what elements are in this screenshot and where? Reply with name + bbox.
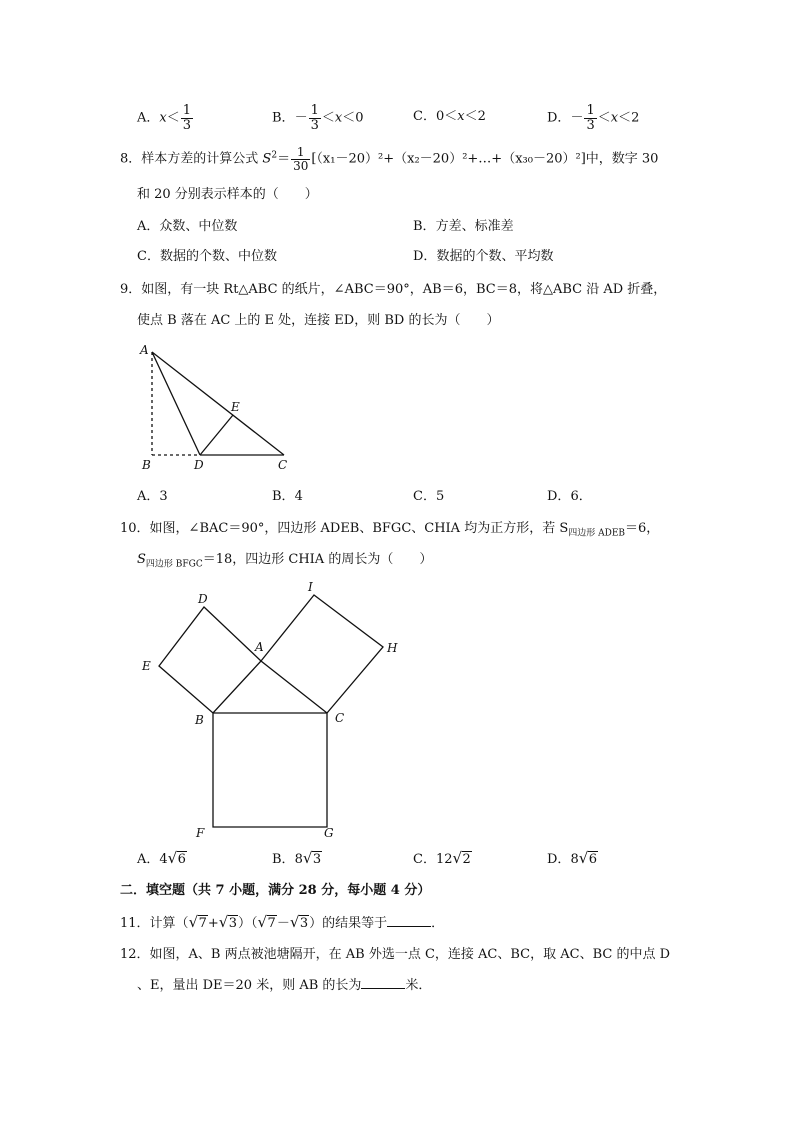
q8-option-a: A．众数、中位数 [137,219,238,234]
q8-option-c: C．数据的个数、中位数 [137,249,277,264]
q8-stem-line1: 8．样本方差的计算公式 $S^2=$ $\frac{1}{30}$ [（x₁－20）²+（x₂－20）²+…+（x₃₀－20）²]中，数字 30 [120,145,659,173]
q10-option-b: B．8√ 3 [272,851,322,869]
q10-square-chia [261,595,383,713]
q10-option-c: C．12√ 2 [413,851,472,869]
q10-option-a: A．4√ 6 [137,851,187,869]
q9-label-b: B [142,458,151,472]
q10-label-d: D [198,592,208,606]
q9-option-d: D．6． [547,489,592,504]
q11-stem: 11．计算（√ 7+√ 3）（√ 7－√ 3）的结果等于 ． [120,914,444,933]
q10-label-i: I [308,580,313,594]
q7-option-b: B．－ $\frac{1}{3}$ ＜x＜0 [272,103,364,133]
q9-option-c: C．5 [413,489,445,504]
q7-option-c: C．0＜x＜2 [413,109,486,124]
q9-label-c: C [278,458,288,472]
q12-stem-line1: 12．如图，A、B 两点被池塘隔开，在 AB 外选一点 C，连接 AC、BC，取 AC、BC 的中点 D [120,947,671,962]
q9-option-b: B．4 [272,489,303,504]
q10-option-d: D．8√ 6 [547,851,598,869]
q12-answer-blank[interactable] [361,976,405,989]
q9-label-d: D [194,458,204,472]
q8-stem-line2: 和 20 分别表示样本的（ ） [137,187,318,202]
q9-label-e: E [231,400,240,414]
q8-option-b: B．方差、标准差 [413,219,514,234]
q9-segment-ac [152,352,284,455]
q7-option-a: A．x＜ $\frac{1}{3}$ [137,103,192,133]
q9-segment-de [200,415,233,455]
q9-stem-line1: 9．如图，有一块 Rt△ABC 的纸片，∠ABC＝90°，AB＝6，BC＝8，将△ABC 沿 AD 折叠， [120,282,667,297]
q12-stem-line2: 、E，量出 DE＝20 米，则 AB 的长为 米． [137,978,432,993]
q9-segment-ad [152,352,200,455]
q7-option-d: D．－ $\frac{1}{3}$ ＜x＜2 [547,103,640,133]
q10-label-a: A [255,640,264,654]
q10-square-adeb [159,607,261,713]
q10-label-c: C [335,711,345,725]
q10-square-bfgc [213,713,327,827]
q10-label-g: G [324,826,334,840]
q8-option-d: D．数据的个数、平均数 [413,249,554,264]
q9-label-a: A [140,343,149,357]
q10-label-b: B [195,713,204,727]
q10-stem-line1: 10．如图，∠BAC＝90°，四边形 ADEB、BFGC、CHIA 均为正方形，若 $S_{四边形 ADEB}=6$， [120,521,660,539]
q9-stem-line2: 使点 B 落在 AC 上的 E 处，连接 ED，则 BD 的长为（ ） [137,313,500,328]
q11-answer-blank[interactable] [387,914,431,927]
q10-label-e: E [142,659,151,673]
q10-label-h: H [387,641,398,655]
q10-stem-line2: $S_{四边形 BFGC}=18$，四边形 CHIA 的周长为（ ） [137,552,433,570]
section2-heading: 二．填空题（共 7 小题，满分 28 分，每小题 4 分） [120,883,431,898]
q10-figure [130,575,410,845]
q9-option-a: A．3 [137,489,168,504]
q9-figure [130,338,305,473]
q10-label-f: F [196,826,205,840]
